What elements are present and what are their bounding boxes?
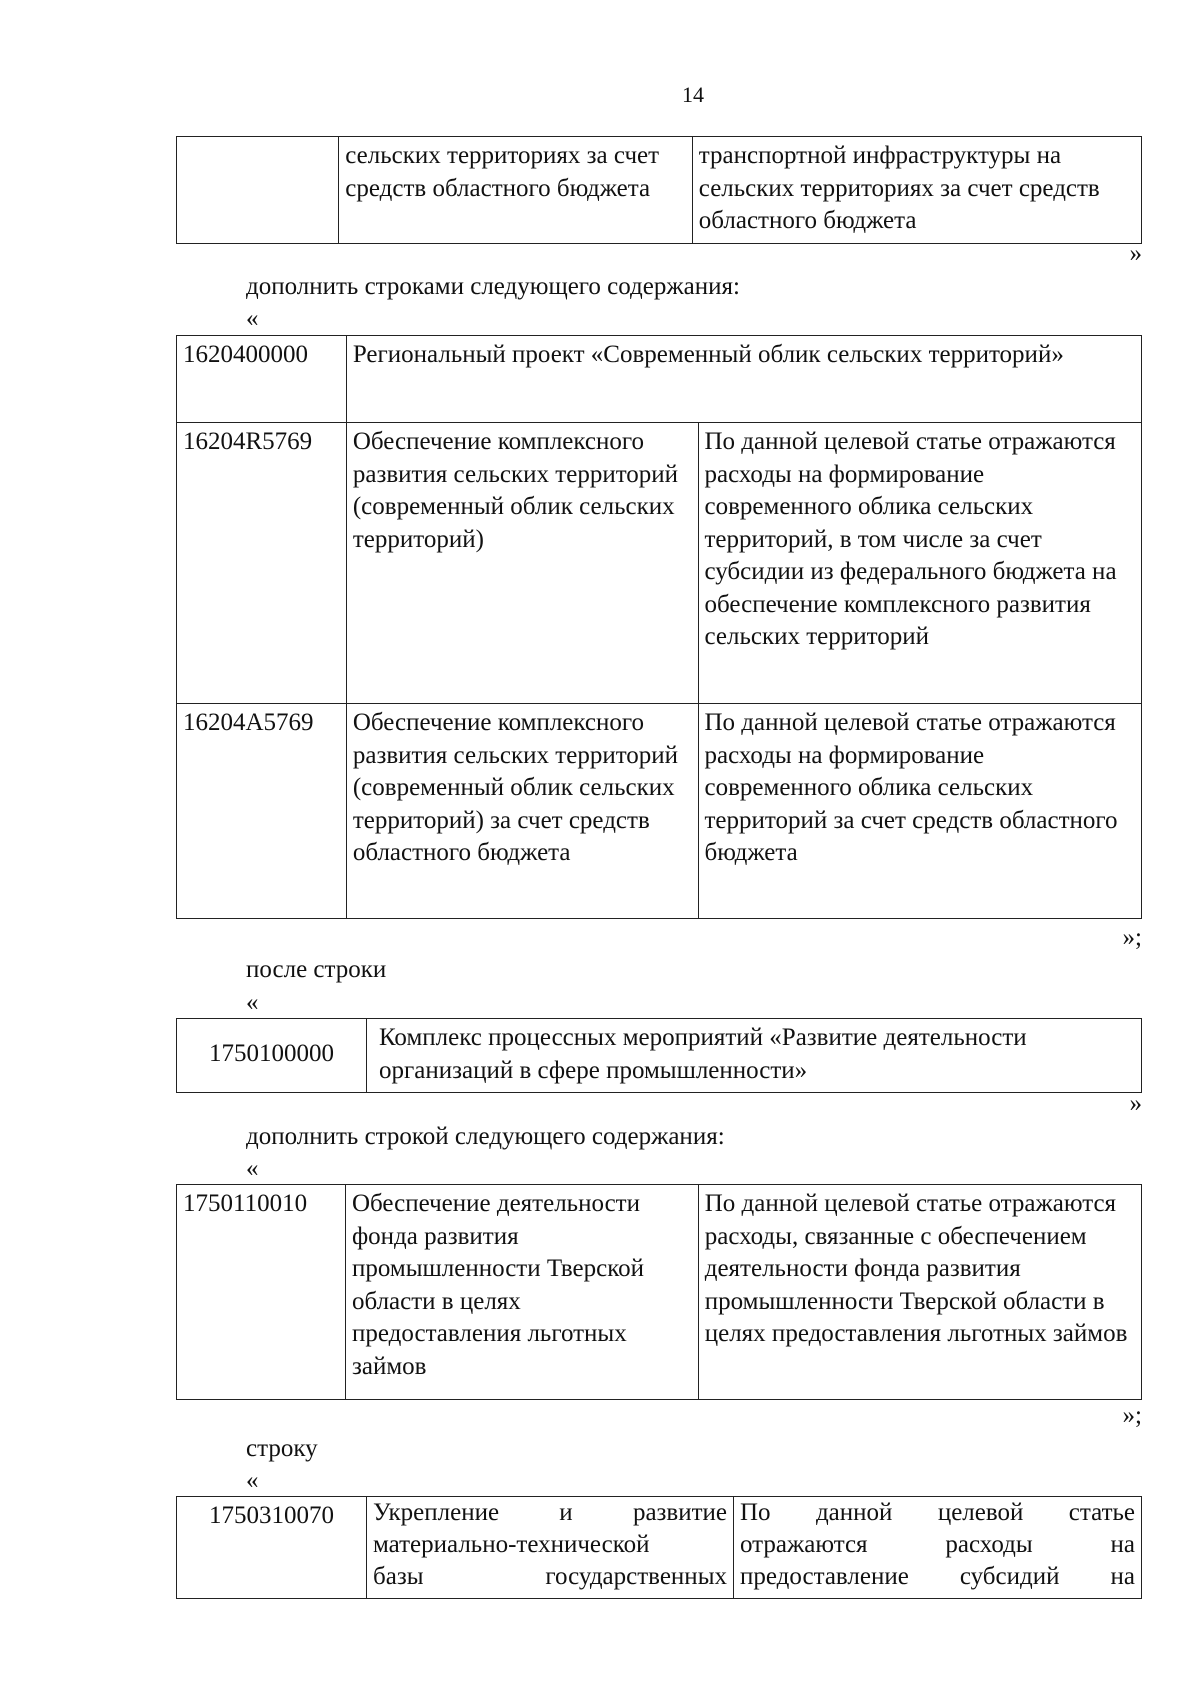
name-line: материально-технической [373,1531,650,1558]
table-fund [176,1184,1142,1400]
cell-code: 1620400000 [177,336,347,423]
table-strengthening [176,1496,1142,1599]
table-row [177,1019,1142,1093]
cell-description [734,1497,1142,1599]
page-number: 14 [682,82,704,107]
open-quote: « [246,1155,259,1182]
cell-code: 1750100000 [177,1019,367,1093]
table-row [177,423,1142,704]
description-line: отражаются расходы на [740,1531,1135,1558]
cell-description: По данной целевой статье отражаются расходы на формирование современного облика сельских территорий, в том числе за счет субсидии из федерального бюджета на обеспечение комплексного развития сельских территорий [698,423,1142,704]
cell-description: транспортной инфраструктуры на сельских территориях за счет средств областного бюджета [692,137,1141,244]
cell-name [367,1497,734,1599]
cell-code [177,137,339,244]
close-quote: »; [1122,1402,1142,1429]
close-quote: »; [1122,924,1142,951]
description-line: По данной целевой статье [740,1499,1135,1526]
table-row [177,336,1142,423]
cell-name: Обеспечение комплексного развития сельских территорий (современный облик сельских территорий) за счет средств областного бюджета [346,704,698,919]
cell-code: 1750110010 [177,1185,346,1400]
close-quote: » [1129,1090,1142,1117]
cell-code: 1750310070 [177,1497,367,1599]
cell-name: Обеспечение комплексного развития сельских территорий (современный облик сельских территорий) [346,423,698,704]
table-row [177,704,1142,919]
instruction-text: дополнить строкой следующего содержания: [246,1123,725,1150]
table-regional-project [176,335,1142,919]
instruction-text: дополнить строками следующего содержания: [246,273,740,300]
name-line: базы государственных [373,1563,727,1590]
cell-code: 16204A5769 [177,704,347,919]
open-quote: « [246,989,259,1016]
table-row [177,137,1142,244]
cell-code: 16204R5769 [177,423,347,704]
open-quote: « [246,1467,259,1494]
cell-name: сельских территориях за счет средств областного бюджета [339,137,693,244]
instruction-text: после строки [246,956,387,983]
table-row [177,1497,1142,1599]
close-quote: » [1129,240,1142,267]
table-continuation [176,136,1142,244]
open-quote: « [246,305,259,332]
table-complex [176,1018,1142,1093]
description-line: предоставление субсидий на [740,1563,1135,1590]
cell-name: Региональный проект «Современный облик сельских территорий» [346,336,1141,423]
cell-description: По данной целевой статье отражаются расходы, связанные с обеспечением деятельности фонда развития промышленности Тверской области в целях предоставления льготных займов [698,1185,1141,1400]
cell-description: По данной целевой статье отражаются расходы на формирование современного облика сельских территорий за счет средств областного бюджета [698,704,1142,919]
instruction-text: строку [246,1435,318,1462]
table-row [177,1185,1142,1400]
cell-name: Комплекс процессных мероприятий «Развитие деятельности организаций в сфере промышленности» [367,1019,1142,1093]
name-line: Укрепление и развитие [373,1499,727,1526]
cell-name: Обеспечение деятельности фонда развития промышленности Тверской области в целях предоставления льготных займов [345,1185,698,1400]
